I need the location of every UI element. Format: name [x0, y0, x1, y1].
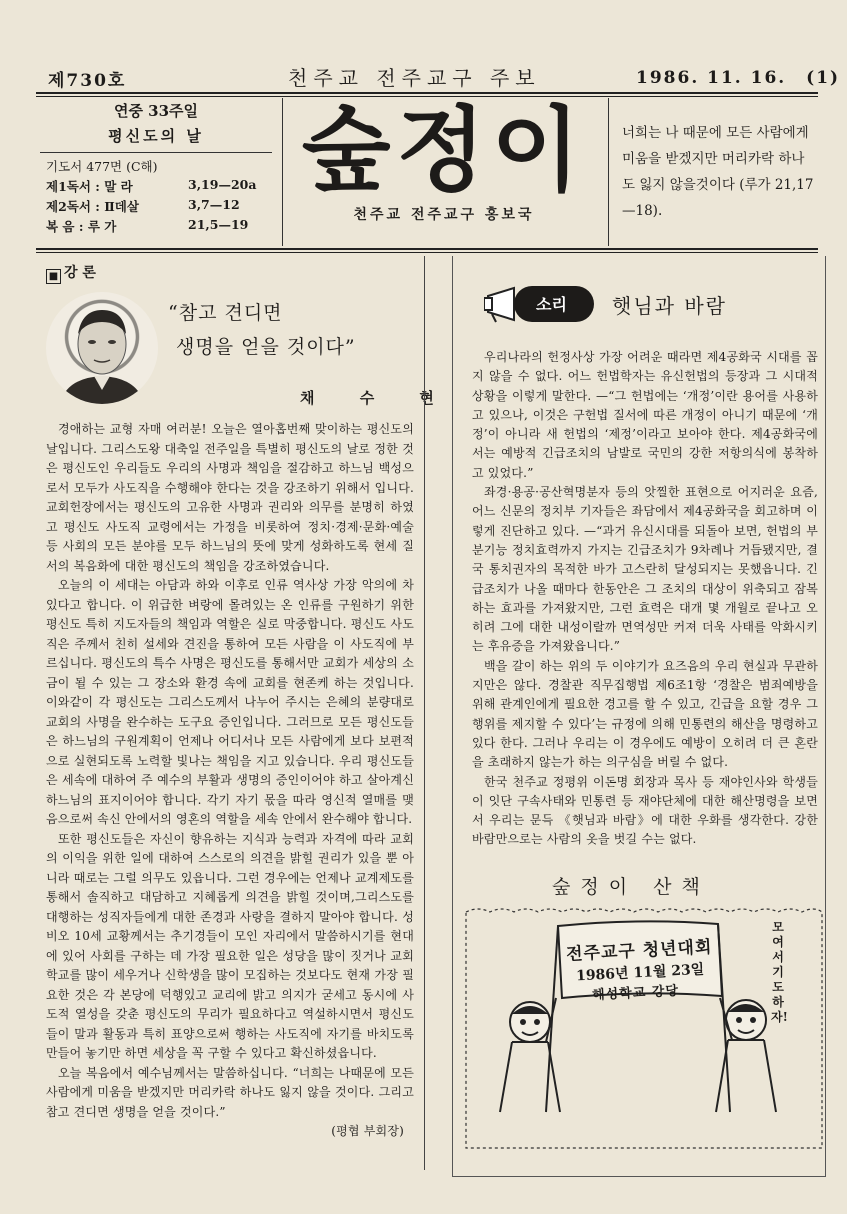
issue-date	[636, 68, 840, 88]
prayer-book: 기도서 477면 (C해)	[46, 159, 158, 174]
headline-line-2: 생명을 얻을 것이다”	[176, 336, 356, 358]
article-headline	[168, 296, 418, 364]
author-photo	[46, 292, 158, 404]
editorial-title: 햇님과 바람	[612, 294, 727, 318]
date-text: 1986. 11. 16.	[636, 68, 787, 88]
sermon-signature: (평협 부회장)	[331, 1124, 404, 1138]
issue-number: 제730호	[48, 71, 127, 91]
editorial-paragraph: 좌경·용공·공산혁명분자 등의 앗찔한 표현으로 어지러운 요즘, 어느 신문의 정치부 기자들은 좌담에서 제4공화국을 회고하며 이렇게 진단하고 있다. —“과거 유신시대를 되돌아 보면, 헌법의 부분기능 정치효력까지 가지는 긴급조치가 9차례나 거듭됐지만, 결국 통치권자의 목적한 바가 고스란히 달성되지는 못했읍니다. 긴급조치가 나올 때마다 한동안은 그 조치의 대상이 위축되고 잠복하는 효과를 가져왔지만, 그런 효력은 대개 몇 개월로 끝나고 오히려 그에 대한 내성이랄까 면역성만 커져 더욱 사태를 악화시키는 후유증을 가져왔읍니다.”	[472, 485, 818, 654]
walk-title: 숲정이 산책	[552, 876, 710, 898]
reading1-row	[40, 177, 272, 197]
sermon-paragraph: 오늘 복음에서 예수님께서는 말씀하십니다. “너희는 나때문에 모든 사람에게 미움을 받겠지만 머리카락 하나도 잃지 않을 것이다. 그리고 참고 견디면 생명을 얻을 것이다.”	[46, 1065, 414, 1119]
headline-line-1: “참고 견디면	[168, 302, 283, 324]
editorial-paragraph: 백을 갈이 하는 위의 두 이야기가 요즈음의 우리 현실과 무관하지만은 않다. 경찰관 직무집행법 제6조1항 ‘경찰은 범죄예방을 위해 관계인에게 필요한 경고를 할 수 있고, 긴급을 요할 경우 그 행위를 제지할 수 있다’는 규정에 의해 민통련의 해산을 명령하고 있다 한다. 그러나 우리는 이 경우에도 예방이 오히려 더 큰 혼란을 초래하지 않는가 하는 의구심을 버릴 수 없다.	[472, 658, 818, 770]
reading2-label: 제2독서 : Ⅱ데살	[46, 199, 139, 214]
liturgy-day: 평신도의 날	[108, 127, 204, 145]
sermon-paragraph: 또한 평신도들은 자신이 향유하는 지식과 능력과 자격에 따라 교회의 이익을 위한 일에 대하여 스스로의 의견을 밝힐 권리가 있을 뿐 아니라 때로는 그럴 의무도 있읍니다. 그런 경우에는 언제나 교계제도를 통해서 솔직하고 대담하고 지혜롭게 의견을 밝힐 것이며,그리스도를 대행하는 성직자들에게 대한 존경과 사랑을 결하지 말아야 합니다. 성비오 10세 교황께서는 추기경들이 모인 자리에서 말씀하시기를 현대에 있어 사회를 구하는 데 가장 필요한 일은 성당을 많이 짓거나 교회학교를 많이 세우거나 신학생을 많이 모집하는 것보다도 현재 가장 필요한 것은 각 본당에 덕행있고 교리에 밝고 의지가 굳세고 동시에 사도적 열성을 갖춘 평신도의 무리가 필요하다고 역설하시면서 평신도들이 말과 활동과 특히 표양으로써 행하는 사도직에 자기를 바치도록 만들어 놓기만 하면 세상을 꼭 구할 수 있다고 확신하셨읍니다.	[46, 831, 414, 1060]
paper-name: 천주교 전주교구 주보	[288, 66, 541, 90]
reading2-row	[40, 197, 272, 217]
masthead-title: 숲정이	[301, 97, 587, 204]
top-rule	[36, 92, 818, 94]
cartoon-side-text: 모여서 기도하자!	[771, 920, 788, 1024]
banner-title: 전주교구 청년대회	[565, 937, 713, 965]
banner-date: 1986년 11월 23일	[575, 961, 705, 985]
masthead-subtitle: 천주교 전주교구 홍보국	[353, 207, 535, 223]
reading1-ref: 3,19—20a	[188, 177, 257, 192]
middle-rule	[36, 248, 818, 250]
section-label-text: 강 론	[64, 265, 96, 281]
gospel-ref: 21,5—19	[188, 217, 249, 232]
banner-place: 해성학교 강당	[591, 983, 680, 1004]
liturgy-divider	[40, 152, 272, 153]
page-number: (1)	[806, 68, 841, 88]
gospel-row	[40, 217, 272, 237]
article-author: 채 수 현	[300, 389, 454, 407]
section-label	[46, 262, 96, 284]
portrait-icon	[46, 292, 158, 404]
liturgy-box	[40, 98, 272, 246]
sermon-paragraph: 경애하는 교형 자매 여러분! 오늘은 열아홉번째 맞이하는 평신도의 날입니다. 그리스도왕 대축일 전주일을 특별히 평신도의 날로 정한 것은 평신도인 우리들도 우리의 사명과 책임을 절감하고 하느님 백성으로서 모두가 사도직을 수행해야 한다는 것을 강조하기 위해서 입니다. 교회헌장에서는 평신도의 고유한 사명과 권리와 의무를 분명히 하였고 평신도 사도직 교령에서는 가정을 비롯하여 정치·경제·문화·예술 등 사회의 모든 분야를 모두 하느님의 뜻에 맞게 성화하도록 현세 질서의 복음화에 대한 평신도의 책임을 강조하였습니다.	[46, 422, 414, 573]
scripture-quote: 너희는 나 때문에 모든 사람에게 미움을 받겠지만 머리카락 하나도 잃지 않을것이다 (루가 21,17—18).	[622, 125, 814, 219]
editorial-paragraph: 우리나라의 헌정사상 가장 어려운 때라면 제4공화국 시대를 꼽지 않을 수 없다. 어느 헌법학자는 유신헌법의 등장과 그 시대적 상황을 이렇게 말한다. —“그 헌법에는 ‘개정’이란 용어를 사용하고 있으나, 이것은 구헌법 질서에 따른 개정이 아니기 때문에 ‘개정’이 아니라 새 헌법의 ‘제정’이라고 보아야 한다. 제4공화국에서는 예방적 긴급조치의 남발로 국민의 강한 저항의식에 봉착하고 있었다.”	[472, 350, 818, 480]
masthead	[294, 96, 594, 236]
column-divider	[424, 256, 425, 1170]
editorial-body	[472, 348, 818, 850]
sori-badge: 소리	[536, 295, 567, 314]
masthead-divider-left	[282, 98, 283, 246]
sermon-body	[46, 420, 414, 1142]
sermon-paragraph: 오늘의 이 세대는 아담과 하와 이후로 인류 역사상 가장 악의에 차 있다고 합니다. 이 위급한 벼랑에 몰려있는 온 인류를 구원하기 위한 평신도 특히 지도자들의 책임과 역할은 실로 막중합니다. 평신도 사도직은 주께서 친히 설세와 견진을 통하여 모든 사람을 이 사도직에 부르십니다. 평신도의 특수 사명은 평신도를 통해서만 교회가 세상의 소금이 될 수 있는 그 장소와 환경 속에 교회를 현존케 하는 것입니다. 이와같이 각 평신도는 그리스도께서 나누어 주시는 은혜의 분량대로 교회의 사명을 완수하는 도구요 증인입니다. 그러므로 모든 평신도들은 하느님의 구원계획이 언제나 어디서나 모든 사람에게 보다 보편적으로 실현되도록 노력할 빛나는 책임을 지고 있습니다. 우리 평신도들은 세속에 대하여 주 예수의 부활과 생명의 증인이어야 하고 살아계신 하느님의 표지이어야 합니다. 각기 자기 몫을 따라 영신적 열매를 맺음으로써 속신 안에서의 영혼의 역할을 세속 안에서 완수해야 합니다.	[46, 578, 414, 826]
liturgy-week: 연중 33주일	[113, 102, 199, 120]
reading2-ref: 3,7—12	[188, 197, 240, 212]
prayer-book-row	[40, 157, 272, 177]
reading1-label: 제1독서 : 말 라	[46, 179, 133, 194]
editorial-paragraph: 한국 천주교 정평위 이돈명 회장과 목사 등 재야인사와 학생들이 잇단 구속사태와 민통련 등 재야단체에 대한 해산명령을 보면서 우리는 문득 《햇님과 바람》에 대한 우화를 생각한다. 강한 바람만으로는 사람의 옷을 벗길 수는 없다.	[472, 774, 818, 847]
masthead-divider-right	[608, 98, 609, 246]
middle-rule-thin	[36, 252, 818, 253]
gospel-label: 복 음 : 루 가	[46, 219, 117, 234]
section-box-icon: ■	[46, 269, 61, 284]
